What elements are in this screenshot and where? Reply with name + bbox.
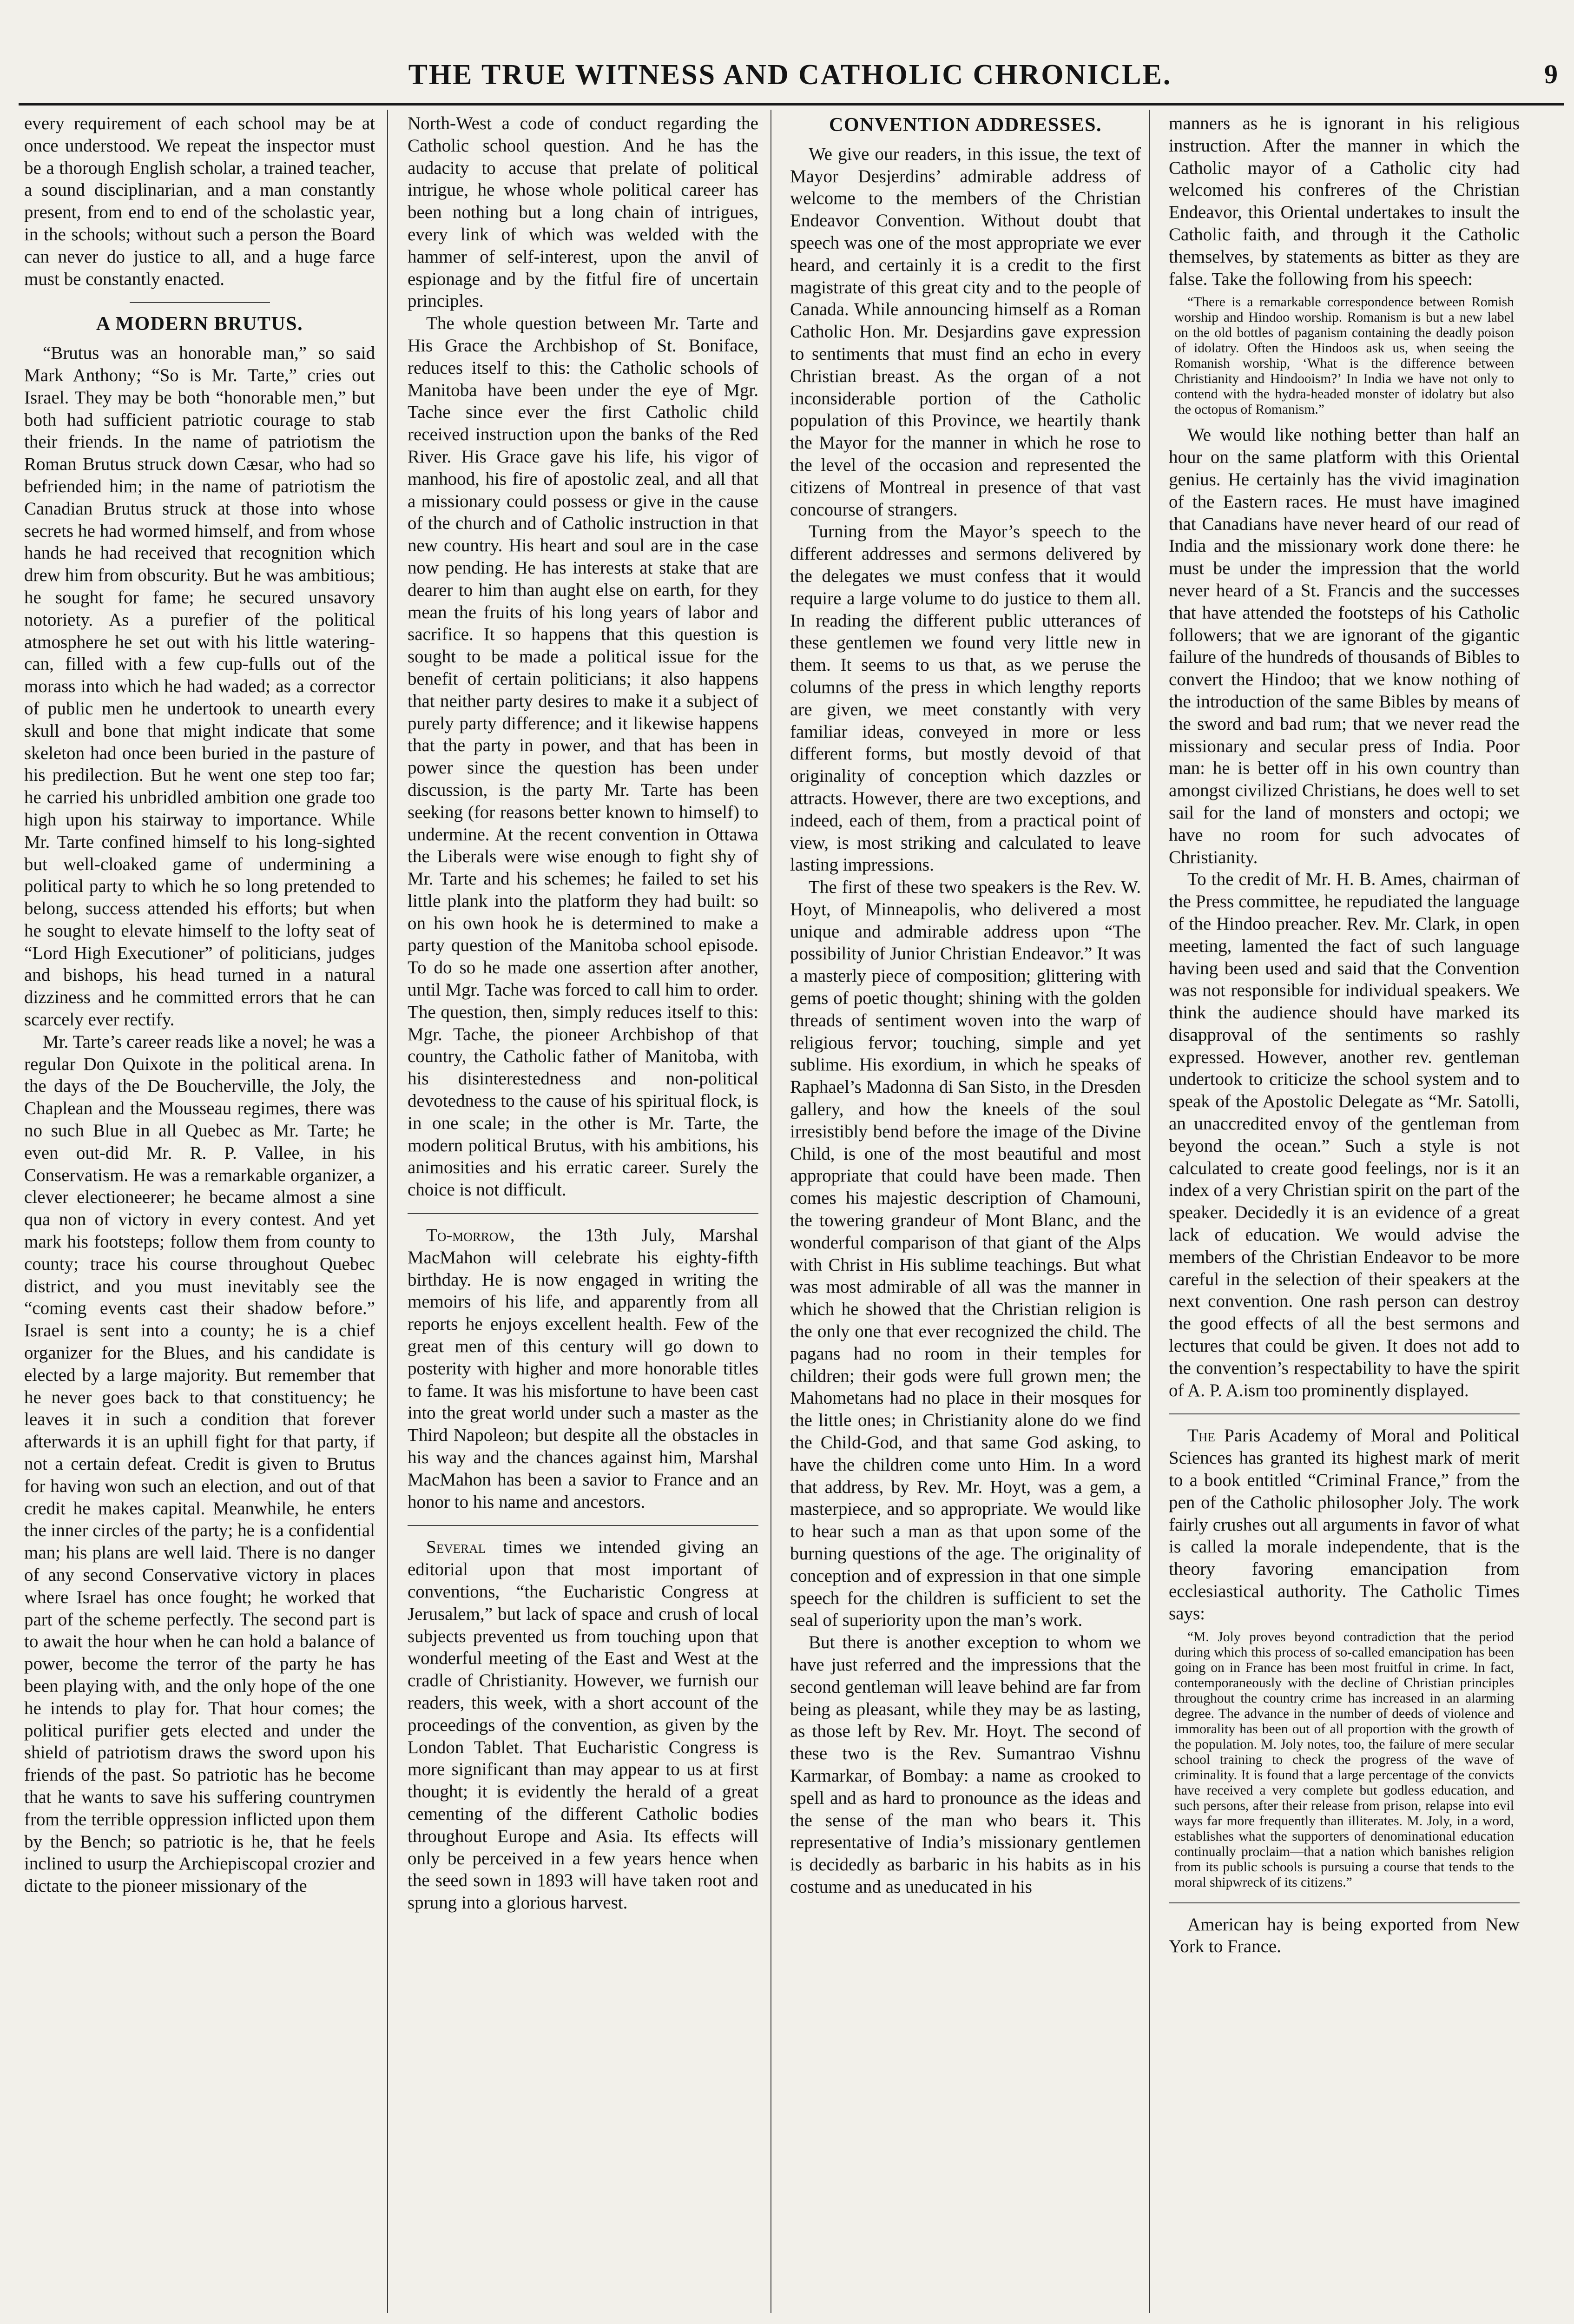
- section-rule: [408, 1213, 758, 1214]
- paragraph: Turning from the Mayor’s speech to the different addresses and sermons delivered by the delegates we must confess that it would require a large volume to do justice to them all. In reading the different public utterances of these gentlemen we found very little new in them. It seems to us that, as we peruse the columns of the press in which lengthy reports are given, we meet constantly with very familiar ideas, conveyed in more or less different forms, but mostly devoid of that originality of conception which dazzles or attracts. However, there are two exceptions, and indeed, each of them, from a practical point of view, is most striking and calculated to leave lasting impressions.: [790, 522, 1141, 875]
- masthead: [19, 55, 1561, 106]
- lead-in: Several: [426, 1537, 486, 1558]
- lead-in: The: [1187, 1426, 1215, 1446]
- block-quote: “M. Joly proves beyond contradiction that the period during which this process of so-called emancipation has been going on in France has been most fruitful in crime. In fact, contemporaneously with the decline of Christian principles throughout the country crime has increased in an alarming degree. The advance in the number of deeds of violence and immorality has been out of all proportion with the growth of the population. M. Joly notes, too, the failure of mere secular school training to check the progress of the wave of criminality. It is found that a large percentage of the convicts have received a very complete but godless education, and such persons, after their release from prison, relapse into evil ways far more frequently than illiterates. M. Joly, in a word, establishes what the supporters of denominational education continually proclaim—that a nation which banishes religion from its public schools is pursuing a course that tends to the moral shipwreck of its citizens.”: [1174, 1629, 1514, 1890]
- column-rule-3: [1149, 110, 1150, 2313]
- lead-in: To-morrow,: [426, 1225, 515, 1246]
- paragraph-text: times we intended giving an editorial upon that most important of conventions, “the Eucharistic Congress at Jerusalem,” but lack of space and crush of local subjects prevented us from touching upon that wonderful meeting of the East and West at the cradle of Christianity. However, we furnish our readers, this week, with a short account of the proceedings of the convention, as given by the London Tablet. That Eucharistic Congress is more significant than may appear to us at first thought; it is evidently the herald of a great cementing of the different Catholic bodies throughout Europe and Asia. Its effects will only be perceived in a few years hence when the seed sown in 1893 will have taken root and sprung into a glorious harvest.: [408, 1537, 758, 1913]
- masthead-rule: [19, 103, 1564, 106]
- paragraph: We give our readers, in this issue, the text of Mayor Desjerdins’ admirable address of welcome to the members of the Christian Endeavor Convention. Without doubt that speech was one of the most appropriate we ever heard, and certainly it is a credit to the first magistrate of this great city and to the people of Canada. While announcing himself as a Roman Catholic Hon. Mr. Desjardins gave expression to sentiments that must find an echo in every Christian breast. As the organ of a not inconsiderable portion of the Catholic population of this Province, we heartily thank the Mayor for the manner in which he rose to the level of the occasion and represented the citizens of Montreal in presence of that vast concourse of strangers.: [790, 144, 1141, 520]
- column-3: [790, 112, 1141, 2316]
- paragraph: [408, 1536, 758, 1914]
- paragraph-text: the 13th July, Marshal MacMahon will celebrate his eighty-fifth birthday. He is now engaged in writing the memoirs of his life, and apparently from all reports he enjoys excellent health. Few of the great men of this century will go down to posterity with higher and more honorable titles to fame. It was his misfortune to have been cast into the great world under such a master as the Third Napoleon; but despite all the obstacles in his way and the chances against him, Marshal MacMahon has been a savior to France and an honor to his name and ancestors.: [408, 1225, 758, 1512]
- paragraph: manners as he is ignorant in his religious instruction. After the manner in which the Catholic mayor of a Catholic city had welcomed his confreres of the Christian Endeavor, this Oriental undertakes to insult the Catholic faith, and through it the Catholic themselves, by statements as bitter as they are false. Take the following from his speech:: [1169, 113, 1520, 289]
- paragraph: But there is another exception to whom we have just referred and the impressions that the second gentleman will leave behind are far from being as pleasant, while they may be as lasting, as those left by Rev. Mr. Hoyt. The second of these two is the Rev. Sumantrao Vishnu Karmarkar, of Bombay: a name as crooked to spell and as hard to pronounce as the ideas and the sense of the man who bears it. This representative of India’s missionary gentlemen is decidedly as barbaric in his habits as in his costume and as uneducated in his: [790, 1632, 1141, 1897]
- paragraph: [408, 1224, 758, 1513]
- paragraph: We would like nothing better than half an hour on the same platform with this Oriental genius. He certainly has the vivid imagination of the Eastern races. He must have imagined that Canadians have never heard of our read of India and the missionary work done there: he must be under the impression that the world never heard of a St. Francis and the successes that have attended the footsteps of his Catholic followers; that we are ignorant of the gigantic failure of the hundreds of thousands of Bibles to convert the Hindoo; that we know nothing of the introduction of the same Bibles by means of the sword and bad rum; that we never read the missionary and secular press of India. Poor man: he is better off in his own country than amongst civilized Christians, he does well to set sail for the land of monsters and octopi; we have no room for such advocates of Christianity.: [1169, 425, 1520, 867]
- section-rule: [1169, 1902, 1520, 1903]
- paragraph: American hay is being exported from New York to France.: [1169, 1914, 1520, 1957]
- paragraph: To the credit of Mr. H. B. Ames, chairman of the Press committee, he repudiated the language of the Hindoo preacher. Rev. Mr. Clark, in open meeting, lamented the fact of such language having been used and said that the Convention was not responsible for individual speakers. We think the audience should have marked its disapproval of the sentiments so rashly expressed. However, another rev. gentleman undertook to criticize the school system and to speak of the Apostolic Delegate as “Mr. Satolli, an unaccredited envoy of the gentleman from beyond the ocean.” Such a style is not calculated to create good feelings, nor is it an index of a very Christian spirit on the part of the speaker. Decidedly it is an evidence of a great lack of education. We would advise the members of the Christian Endeavor to be more careful in the selection of their speakers at the next convention. One rash person can destroy the good effects of all the best sermons and lectures that could be given. It does not add to the convention’s respectability to have the spirit of A. P. A.ism too prominently displayed.: [1169, 869, 1520, 1400]
- paragraph: Mr. Tarte’s career reads like a novel; he was a regular Don Quixote in the political arena. In the days of the De Boucherville, the Joly, the Chaplean and the Mousseau regimes, there was no such Blue in all Quebec as Mr. Tarte; he even out-did Mr. R. P. Vallee, in his Conservatism. He was a remarkable organizer, a clever electioneerer; he became almost a sine qua non of victory in every contest. And yet mark his footsteps; follow them from county to county; trace his course throughout Quebec district, and you must inevitably see the “coming events cast their shadow before.” Israel is sent into a county; he is a chief organizer for the Blues, and his candidate is elected by a large majority. But remember that he never goes back to that constituency; he leaves it in such a condition that forever afterwards it is an uphill fight for that party, if not a certain defeat. Credit is given to Brutus for having won such an election, and out of that credit he makes capital. Meanwhile, he enters the inner circles of the party; he is a confidential man; his plans are well laid. There is no danger of any second Conservative victory in places where Israel has once fought; he worked that part of the scheme perfectly. The second part is to await the hour when he can hold a balance of power, become the terror of the party he has been playing with, and the only hope of the one he intends to play for. That hour comes; the political purifier gets elected and under the shield of patriotism draws the sword upon his friends of the past. So patriotic has he become that he wants to save his suffering countrymen from the terrible oppression inflicted upon them by the Bench; so patriotic is he, that he feels inclined to usurp the Archiepiscopal crozier and dictate to the pioneer missionary of the: [24, 1031, 375, 1896]
- paragraph: North-West a code of conduct regarding the Catholic school question. And he has the audacity to accuse that prelate of political intrigue, he whose whole political career has been nothing but a long chain of intrigues, every link of which was welded with the hammer of self-interest, upon the anvil of espionage and by the fitful fire of uncertain principles.: [408, 113, 758, 311]
- column-rule-1: [387, 110, 388, 2313]
- block-quote: “There is a remarkable correspondence between Romish worship and Hindoo worship. Romanism is but a new label on the old bottles of paganism containing the deadly poison of idolatry. Often the Hindoos ask us, when seeing the Romanish worship, ‘What is the difference between Christianity and Hindooism?’ In India we have not only to contend with the hydra-headed monster of idolatry but also the octopus of Romanism.”: [1174, 295, 1514, 417]
- page-number: 9: [1544, 59, 1558, 89]
- paragraph: every requirement of each school may be at once understood. We repeat the inspector must be a thorough English scholar, a trained teacher, a sound disciplinarian, and a man constantly present, from end to end of the scholastic year, in the schools; without such a person the Board can never do justice to all, and a huge farce must be constantly enacted.: [24, 113, 375, 289]
- section-rule: [1169, 1413, 1520, 1414]
- article-heading: CONVENTION ADDRESSES.: [829, 114, 1102, 136]
- column-1: [24, 112, 375, 2316]
- column-2: [408, 112, 758, 2316]
- article-heading: A MODERN BRUTUS.: [96, 313, 303, 335]
- section-rule: [408, 1525, 758, 1526]
- newspaper-title: THE TRUE WITNESS AND CATHOLIC CHRONICLE.: [408, 59, 1172, 91]
- paragraph: [1169, 1425, 1520, 1624]
- section-rule: [130, 302, 270, 303]
- paragraph: The whole question between Mr. Tarte and His Grace the Archbishop of St. Boniface, reduces itself to this: the Catholic schools of Manitoba have been under the eye of Mgr. Tache since ever the first Catholic child received instruction upon the banks of the Red River. His Grace gave his life, his vigor of manhood, his fire of apostolic zeal, and all that a missionary could possess or give in the cause of the church and of Catholic instruction in that new country. His heart and soul are in the case now pending. He has interests at stake that are dearer to him than aught else on earth, for they mean the fruits of his long years of labor and sacrifice. It so happens that this question is sought to be made a political issue for the benefit of certain politicians; it also happens that neither party desires to make it a subject of purely party difference; and it likewise happens that the party in power, and that has been in power since the question has been under discussion, is the party Mr. Tarte has been seeking (for reasons better known to himself) to undermine. At the recent convention in Ottawa the Liberals were wise enough to fight shy of Mr. Tarte and his schemes; he failed to set his little plank into the platform they had built: so on his own hook he is determined to make a party question of the Manitoba school episode. To do so he made one assertion after another, until Mgr. Tache was forced to call him to order. The question, then, simply reduces itself to this: Mgr. Tache, the pioneer Archbishop of that country, the Catholic father of Manitoba, with his disinterestedness and non-political devotedness to the cause of his spiritual flock, is in one scale; in the other is Mr. Tarte, the modern political Brutus, with his ambitions, his animosities and his erratic career. Surely the choice is not difficult.: [408, 313, 758, 1200]
- paragraph-text: Paris Academy of Moral and Political Sciences has granted its highest mark of merit to a book entitled “Criminal France,” from the pen of the Catholic philosopher Joly. The work fairly crushes out all arguments in favor of what is called la morale independente, that is the theory favoring emancipation from ecclesiastical authority. The Catholic Times says:: [1169, 1426, 1520, 1624]
- paragraph: “Brutus was an honorable man,” so said Mark Anthony; “So is Mr. Tarte,” cries out Israel. They may be both “honorable men,” but both had sufficient patriotic courage to stab their friends. In the name of patriotism the Roman Brutus struck down Cæsar, who had so befriended him; in the name of patriotism the Canadian Brutus struck at those into whose secrets he had wormed himself, and from whose hands he had received that recognition which drew him from obscurity. But he was ambitious; he sought for fame; he secured unsavory notoriety. As a purefier of the political atmosphere he set out with his little watering-can, filled with a few cup-fulls out of the morass into which he had waded; as a corrector of public men he undertook to unearth every skull and bone that might indicate that some skeleton had once been buried in the pasture of his predilection. But he went one step too far; he carried his unbridled ambition one grade too high upon his stairway to importance. While Mr. Tarte confined himself to his long-sighted but well-cloaked game of undermining a political party to which he so long pretended to belong, success attended his efforts; but when he sought to elevate himself to the lofty seat of “Lord High Executioner” of politicians, judges and bishops, his head turned in a natural dizziness and he committed errors that he can scarcely ever rectify.: [24, 343, 375, 1030]
- paragraph: The first of these two speakers is the Rev. W. Hoyt, of Minneapolis, who delivered a most unique and admirable address upon “The possibility of Junior Christian Endeavor.” It was a masterly piece of composition; glittering with gems of poetic thought; shining with the golden threads of sentiment woven into the warp of religious fervor; touching, simple and yet sublime. His exordium, in which he speaks of Raphael’s Madonna di San Sisto, in the Dresden gallery, and how the kneels of the soul irresistibly bend before the image of the Divine Child, is one of the most beautiful and most appropriate that could have been made. Then comes his majestic description of Chamouni, the towering grandeur of Mont Blanc, and the wonderful comparison of that giant of the Alps with Christ in His sublime teachings. But what was most admirable of all was the manner in which he showed that the Christian religion is the only one that ever recognized the child. The pagans had no room in their temples for children; their gods were full grown men; the Mahometans had no place in their mosques for the little ones; in Christianity alone do we find the Child-God, and that same God asking, to have the children come unto Him. In a word that address, by Rev. Mr. Hoyt, was a gem, a masterpiece, and so appropriate. We would like to hear such a man as that upon some of the burning questions of the age. The originality of conception and of expression in that one simple speech for the children is sufficient to set the seal of superiority upon the man’s work.: [790, 877, 1141, 1631]
- column-4: [1169, 112, 1520, 2316]
